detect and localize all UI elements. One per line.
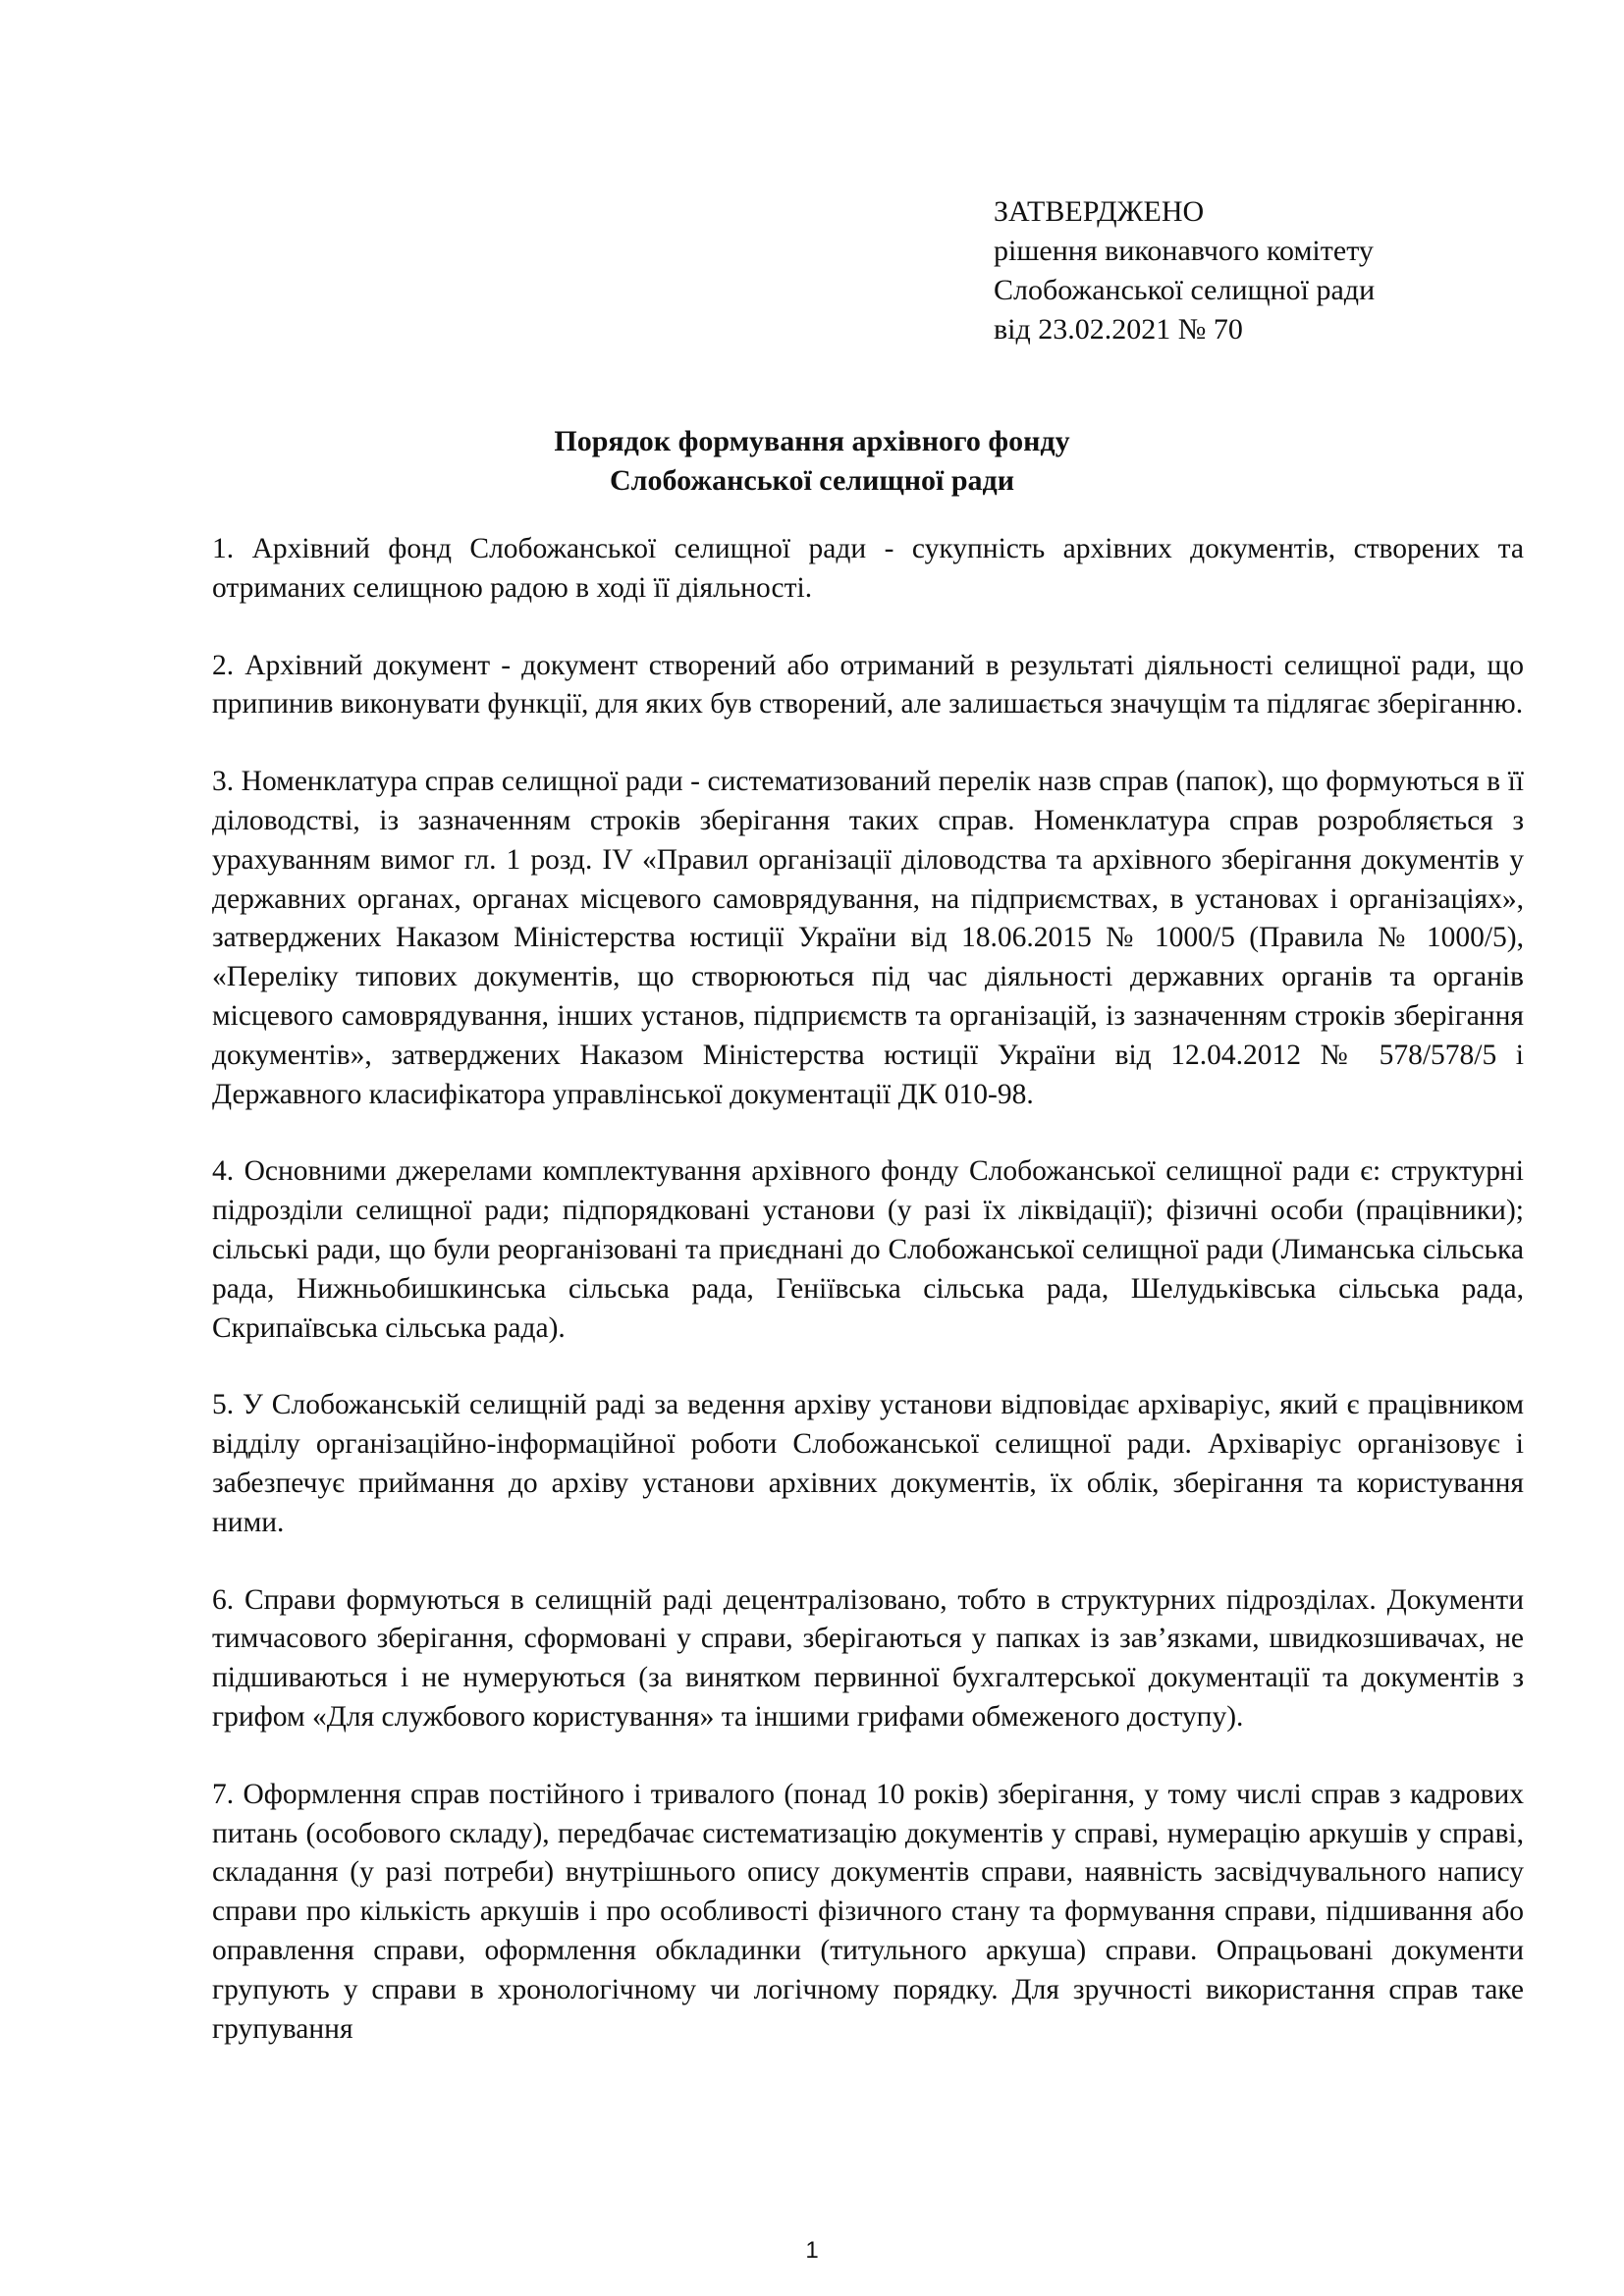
approval-decision-line: рішення виконавчого комітету: [994, 235, 1374, 267]
approval-council-line: Слобожанської селищної ради: [994, 274, 1376, 306]
paragraph-1: 1. Архівний фонд Слобожанської селищної ради - сукупність архівних документів, створених та отриманих селищною радою в ході її діяльності.: [212, 533, 1524, 604]
document-body: [212, 530, 1524, 2049]
document-title-line-2: Слобожанської селищної ради: [609, 464, 1014, 497]
page-number: 1: [805, 2237, 819, 2264]
paragraph-5: 5. У Слобожанській селищній раді за ведення архіву установи відповідає архіваріус, який є працівником відділу організаційно-інформаційної роботи Слобожанської селищної ради. Архіваріус організовує і забезпечує приймання до архіву установи архівних документів, їх облік, зберігання та користування ними.: [212, 1389, 1524, 1538]
paragraph-3: 3. Номенклатура справ селищної ради - систематизований перелік назв справ (папок), що формуються в її діловодстві, із зазначенням строків зберігання таких справ. Номенклатура справ розробляється з урахуванням вимог гл. 1 розд. IV «Правил організації діловодства та архівного зберігання документів у державних органах, органах місцевого самоврядування, на підприємствах, в установах і організаціях», затверджених Наказом Міністерства юстиції України від 18.06.2015 № 1000/5 (Правила № 1000/5), «Переліку типових документів, що створюються під час діяльності державних органів та органів місцевого самоврядування, інших установ, підприємств та організацій, із зазначенням строків зберігання документів», затверджених Наказом Міністерства юстиції України від 12.04.2012 № 578/578/5 і Державного класифікатора управлінської документації ДК 010-98.: [212, 766, 1524, 1110]
document-title: [0, 422, 1624, 501]
paragraph-2: 2. Архівний документ - документ створений або отриманий в результаті діяльності селищної ради, що припинив виконувати функції, для яких був створений, але залишається значущім та підлягає зберіганню.: [212, 649, 1524, 721]
approval-heading: ЗАТВЕРДЖЕНО: [994, 195, 1205, 228]
paragraph-7: 7. Оформлення справ постійного і тривалого (понад 10 років) зберігання, у тому числі справ з кадрових питань (особового складу), передбачає систематизацію документів у справі, нумерацію аркушів у справі, складання (у разі потреби) внутрішнього опису документів справи, наявність засвідчувального напису справи про кількість аркушів і про особливості фізичного стану та формування справи, підшивання або оправлення справи, оформлення обкладинки (титульного аркуша) справи. Опрацьовані документи групують у справи в хронологічному чи логічному порядку. Для зручності використання справ таке групування: [212, 1778, 1524, 2045]
approval-date-line: від 23.02.2021 № 70: [994, 313, 1243, 346]
paragraph-4: 4. Основними джерелами комплектування архівного фонду Слобожанської селищної ради є: структурні підрозділи селищної ради; підпорядковані установи (у разі їх ліквідації); фізичні особи (працівники); сільські ради, що були реорганізовані та приєднані до Слобожанської селищної ради (Лиманська сільська рада, Нижньобишкинська сільська рада, Геніївська сільська рада, Шелудьківська сільська рада, Скрипаївська сільська рада).: [212, 1155, 1524, 1344]
paragraph-6: 6. Справи формуються в селищній раді децентралізовано, тобто в структурних підрозділах. Документи тимчасового зберігання, сформовані у справи, зберігаються у папках із зав’язками, швидкозшивачах, не підшиваються і не нумеруються (за винятком первинної бухгалтерської документації та документів з грифом «Для службового користування» та іншими грифами обмеженого доступу).: [212, 1583, 1524, 1733]
document-title-line-1: Порядок формування архівного фонду: [554, 425, 1070, 457]
approval-stamp-block: [994, 192, 1504, 349]
